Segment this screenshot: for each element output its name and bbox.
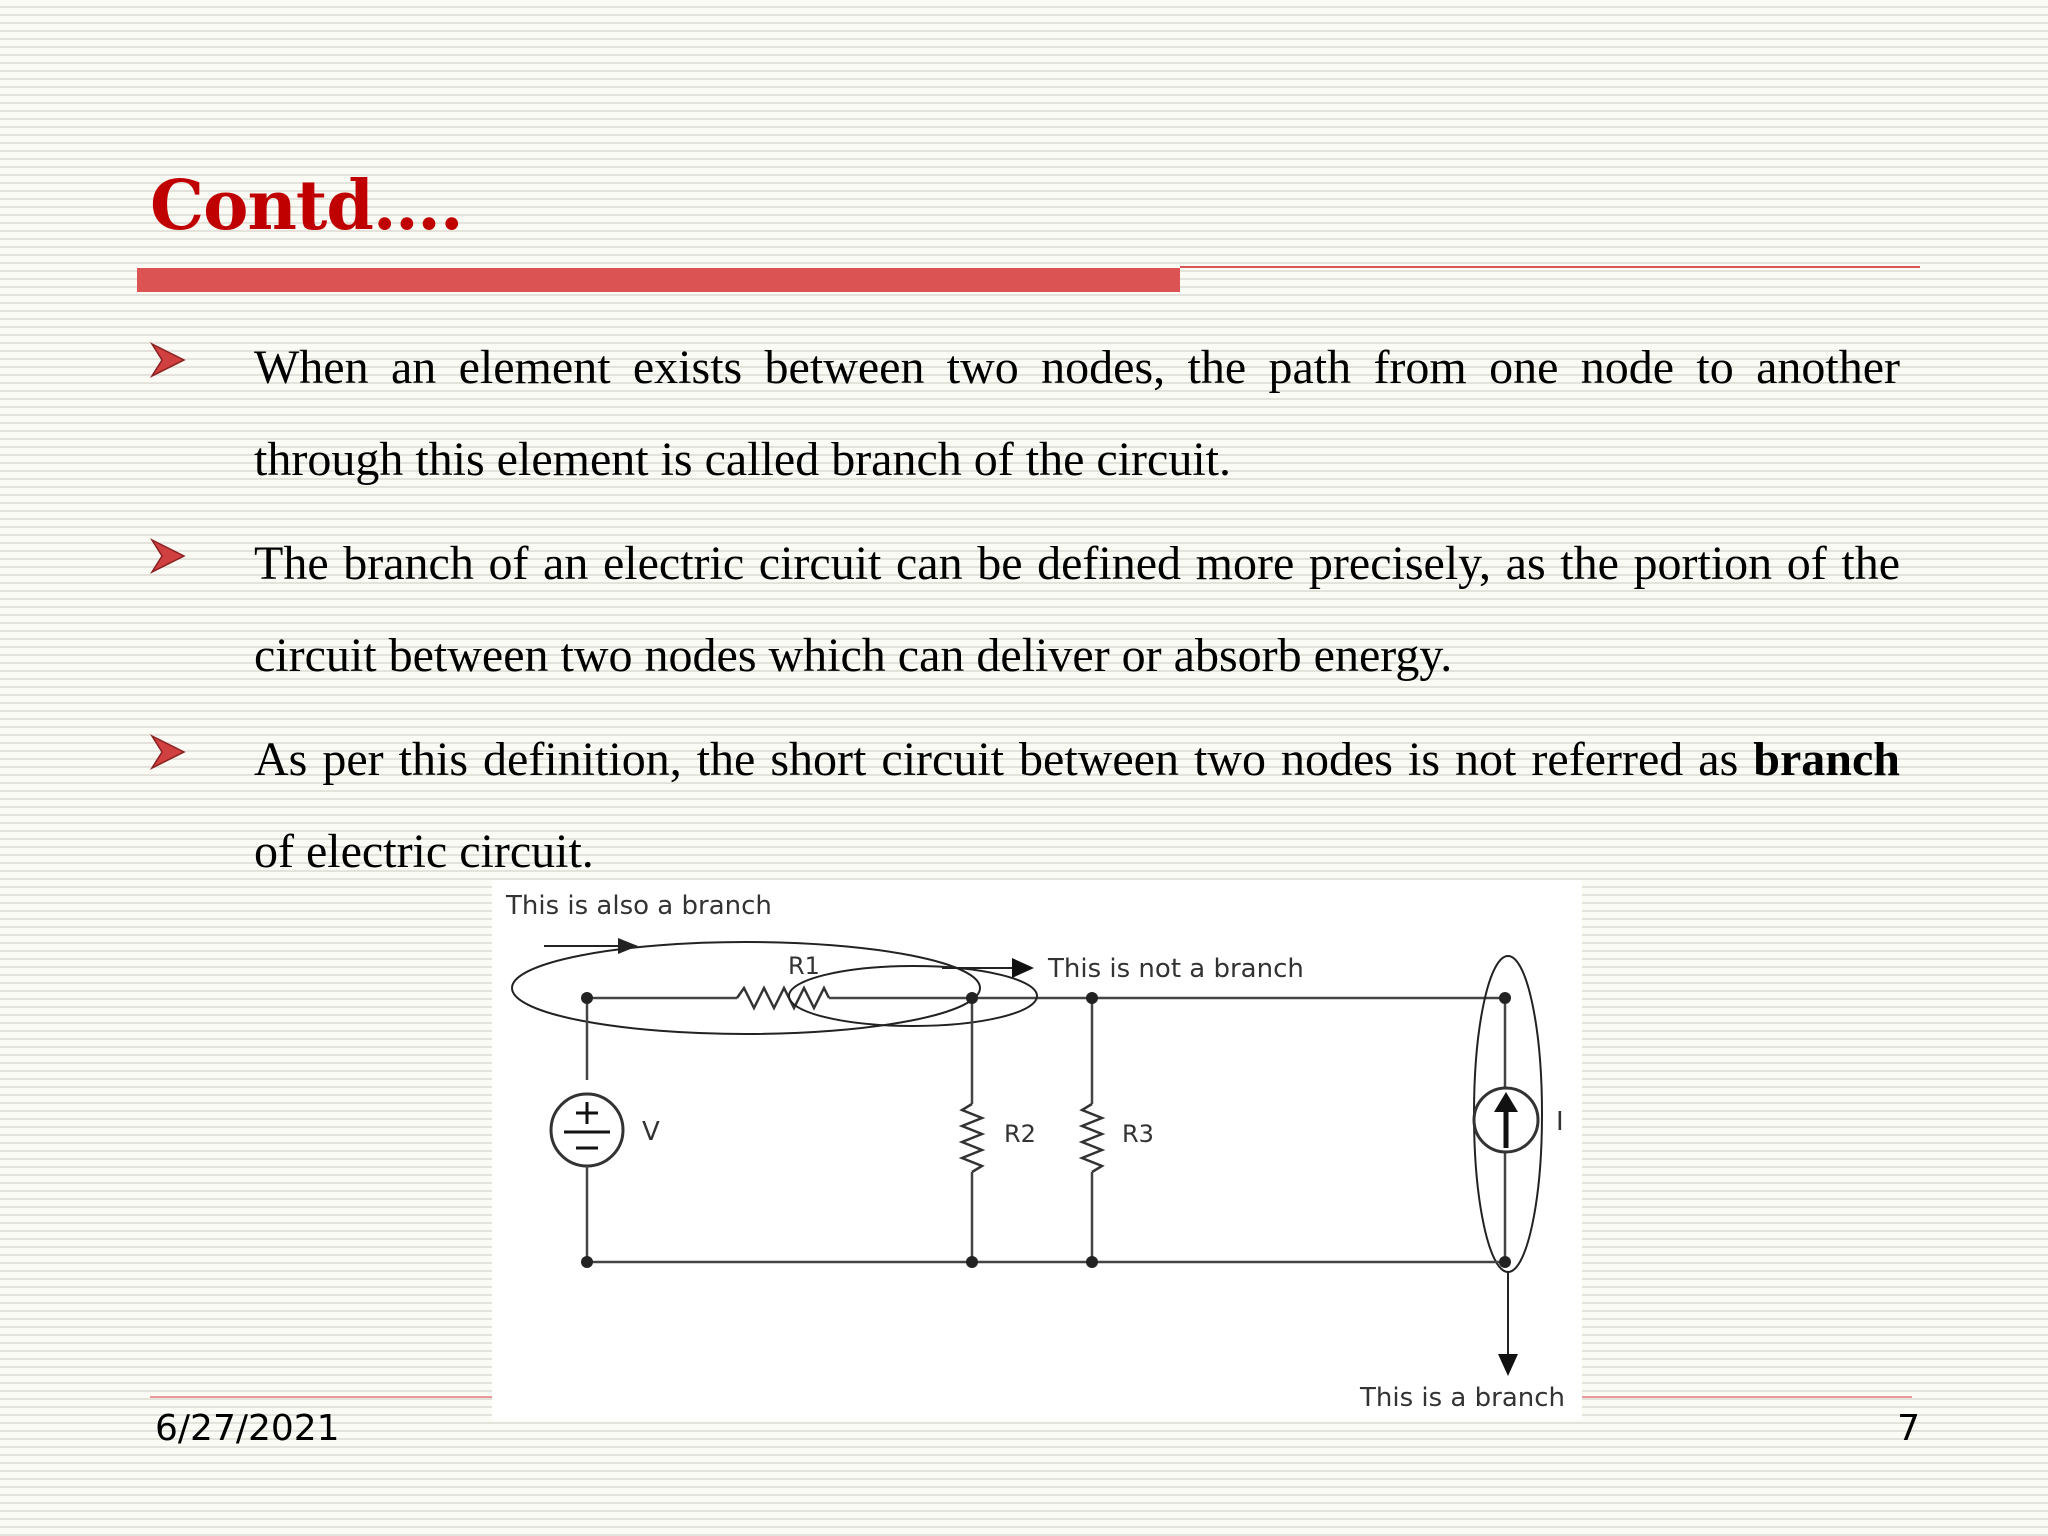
bullet-list <box>150 322 1900 910</box>
node-dot <box>581 1256 593 1268</box>
label-not-branch: This is not a branch <box>1048 954 1304 984</box>
arrow-bullet-icon <box>150 340 186 380</box>
node-dot <box>581 992 593 1004</box>
resistor-r1 <box>737 988 829 1008</box>
is-branch-arrow-icon <box>1498 1354 1518 1376</box>
page-number: 7 <box>1897 1408 1920 1449</box>
label-also-branch: This is also a branch <box>506 891 772 921</box>
label-i: I <box>1556 1107 1564 1137</box>
label-is-branch: This is a branch <box>1360 1383 1566 1413</box>
arrow-bullet-icon <box>150 732 186 772</box>
slide-title: Contd…. <box>150 166 463 246</box>
bullet-item <box>150 714 1900 898</box>
short-circuit-ellipse <box>789 966 1037 1026</box>
arrow-bullet-icon <box>150 536 186 576</box>
label-v: V <box>642 1117 660 1147</box>
footer-date: 6/27/2021 <box>155 1408 340 1449</box>
node-dot <box>966 992 978 1004</box>
bullet-text: The branch of an electric circuit can be defined more precisely, as the portion of the circuit between two nodes which can deliver or absorb energy. <box>254 537 1900 682</box>
label-r1: R1 <box>788 952 820 980</box>
branch-ellipse-r1 <box>512 942 980 1034</box>
bullet-text-pre: As per this definition, the short circuit between two nodes is not referred as <box>254 733 1754 786</box>
also-branch-arrow-icon <box>618 938 638 954</box>
title-underline-rule <box>1180 266 1920 268</box>
resistor-r3 <box>1082 1104 1102 1172</box>
footer-rule-right <box>1582 1396 1912 1398</box>
footer-rule-left <box>150 1396 492 1398</box>
bullet-text: When an element exists between two nodes, the path from one node to another through this element is called branch of the circuit. <box>254 341 1900 486</box>
label-r2: R2 <box>1004 1120 1036 1148</box>
resistor-r2 <box>962 1104 982 1172</box>
node-dot <box>1086 992 1098 1004</box>
title-underline-bar <box>137 268 1180 292</box>
node-dot <box>966 1256 978 1268</box>
bullet-bold-term: branch <box>1753 733 1900 786</box>
circuit-figure <box>492 880 1582 1420</box>
node-dot <box>1499 1256 1511 1268</box>
bullet-text-post: of electric circuit. <box>254 825 594 878</box>
node-dot <box>1499 992 1511 1004</box>
not-branch-arrow-icon <box>1012 958 1034 978</box>
node-dot <box>1086 1256 1098 1268</box>
bullet-item <box>150 518 1900 702</box>
bullet-item <box>150 322 1900 506</box>
bullet-text <box>254 733 1900 878</box>
label-r3: R3 <box>1122 1120 1154 1148</box>
circuit-diagram <box>492 880 1582 1420</box>
